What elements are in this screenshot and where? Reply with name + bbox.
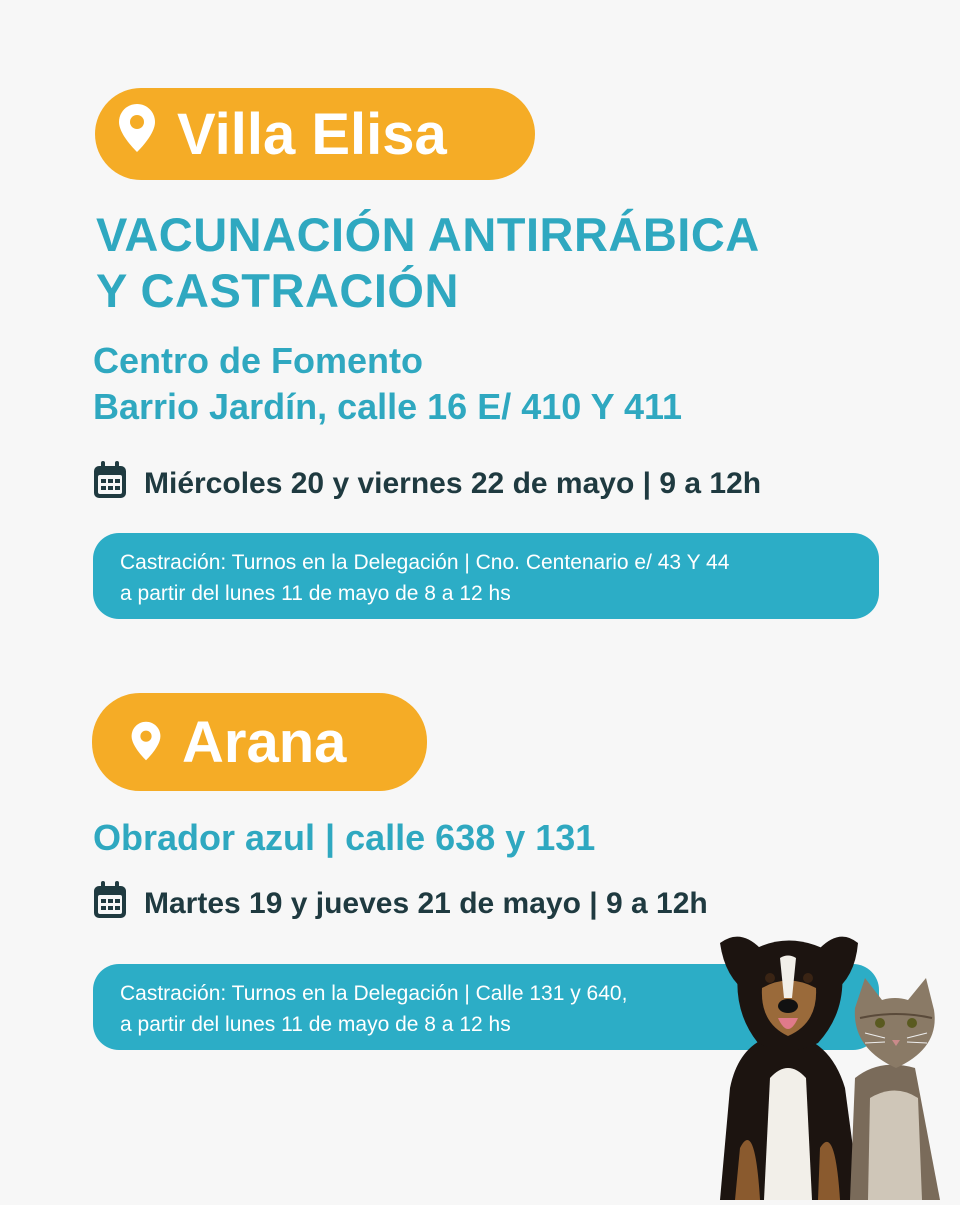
- note-line2: a partir del lunes 11 de mayo de 8 a 12 hs: [120, 1013, 511, 1036]
- location-badge-arana: [92, 693, 427, 791]
- castration-note: [93, 533, 879, 619]
- calendar-icon: [92, 880, 144, 928]
- location-name: Villa Elisa: [177, 101, 447, 167]
- location-pin-icon: [130, 709, 162, 776]
- venue-street: Obrador azul | calle 638 y 131: [93, 817, 596, 858]
- schedule-row: [92, 880, 708, 928]
- dog-and-cat-image: [700, 918, 960, 1200]
- location-badge-villa-elisa: [95, 88, 535, 180]
- schedule-text: Miércoles 20 y viernes 22 de mayo | 9 a 12h: [144, 467, 762, 500]
- note-line1: Castración: Turnos en la Delegación | Calle 131 y 640,: [120, 982, 628, 1005]
- note-line1: Castración: Turnos en la Delegación | Cno. Centenario e/ 43 Y 44: [120, 551, 730, 574]
- location-pin-icon: [117, 101, 157, 168]
- schedule-row: [92, 460, 761, 508]
- calendar-icon: [92, 460, 144, 508]
- note-line2: a partir del lunes 11 de mayo de 8 a 12 hs: [120, 582, 511, 605]
- venue-street: Barrio Jardín, calle 16 E/ 410 Y 411: [93, 386, 683, 427]
- campaign-title-line2: Y CASTRACIÓN: [96, 264, 459, 317]
- venue-address: [93, 815, 595, 861]
- location-name: Arana: [182, 709, 347, 775]
- campaign-title: [96, 207, 760, 319]
- venue-name: Centro de Fomento: [93, 340, 423, 381]
- campaign-title-line1: VACUNACIÓN ANTIRRÁBICA: [96, 208, 760, 261]
- venue-address: [93, 338, 682, 430]
- schedule-text: Martes 19 y jueves 21 de mayo | 9 a 12h: [144, 887, 708, 920]
